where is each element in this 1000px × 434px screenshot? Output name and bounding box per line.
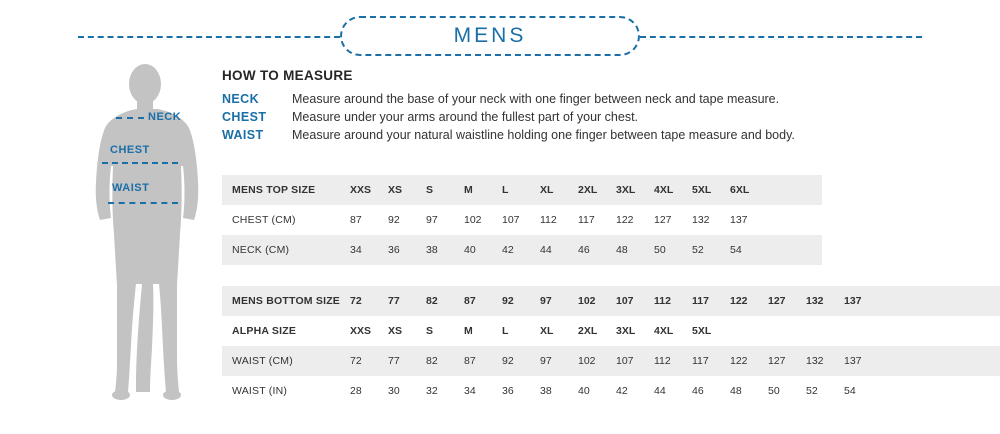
neck-cm-2: 38 <box>426 244 438 256</box>
top-size-9: 5XL <box>692 184 712 196</box>
figure-label-chest: CHEST <box>110 144 150 156</box>
bottom-size-4: 92 <box>502 295 514 307</box>
waist-in-2: 32 <box>426 385 438 397</box>
row-label-alpha-size: ALPHA SIZE <box>232 325 297 337</box>
waist-in-4: 36 <box>502 385 514 397</box>
header-dashed-line-right <box>640 36 922 38</box>
bottom-size-5: 97 <box>540 295 552 307</box>
neck-cm-1: 36 <box>388 244 400 256</box>
how-to-desc-waist: Measure around your natural waistline holding one finger between tape measure and body. <box>292 128 795 142</box>
neck-cm-10: 54 <box>730 244 742 256</box>
mens-bottom-size-table <box>222 286 1000 406</box>
alpha-size-6: 2XL <box>578 325 598 337</box>
figure-label-neck: NECK <box>148 111 182 123</box>
top-size-1: XS <box>388 184 403 196</box>
waist-cm-7: 107 <box>616 355 634 367</box>
how-to-desc-neck: Measure around the base of your neck with one finger between neck and tape measure. <box>292 92 780 106</box>
waist-in-5: 38 <box>540 385 552 397</box>
neck-cm-0: 34 <box>350 244 362 256</box>
how-to-term-chest: CHEST <box>222 110 267 124</box>
row-label-waist-cm: WAIST (CM) <box>232 355 293 367</box>
waist-cm-5: 97 <box>540 355 552 367</box>
table-row <box>222 346 1000 376</box>
table-row <box>222 205 822 235</box>
bottom-size-1: 77 <box>388 295 400 307</box>
chest-cm-5: 112 <box>540 214 557 226</box>
how-to-desc-chest: Measure under your arms around the fullest part of your chest. <box>292 110 639 124</box>
top-size-2: S <box>426 184 434 196</box>
bottom-table-header-label: MENS BOTTOM SIZE <box>232 295 341 307</box>
top-size-10: 6XL <box>730 184 750 196</box>
waist-in-12: 52 <box>806 385 818 397</box>
waist-in-6: 40 <box>578 385 590 397</box>
waist-cm-9: 117 <box>692 355 709 367</box>
header-dashed-line-left <box>78 36 340 38</box>
how-to-measure-title: HOW TO MEASURE <box>222 68 353 83</box>
neck-cm-9: 52 <box>692 244 704 256</box>
top-size-0: XXS <box>350 184 372 196</box>
how-to-measure-row-waist <box>222 128 922 142</box>
waist-cm-4: 92 <box>502 355 514 367</box>
bottom-size-6: 102 <box>578 295 596 307</box>
bottom-size-8: 112 <box>654 295 671 307</box>
chest-cm-4: 107 <box>502 214 520 226</box>
row-label-chest-cm: CHEST (CM) <box>232 214 296 226</box>
waist-cm-0: 72 <box>350 355 362 367</box>
chest-cm-1: 92 <box>388 214 400 226</box>
neck-cm-6: 46 <box>578 244 590 256</box>
figure-label-waist: WAIST <box>112 182 150 194</box>
waist-in-1: 30 <box>388 385 400 397</box>
bottom-size-12: 132 <box>806 295 824 307</box>
neck-cm-3: 40 <box>464 244 476 256</box>
alpha-size-8: 4XL <box>654 325 674 337</box>
neck-cm-7: 48 <box>616 244 628 256</box>
table-row <box>222 376 1000 406</box>
waist-in-7: 42 <box>616 385 628 397</box>
male-body-figure <box>80 62 210 402</box>
how-to-measure-row-chest <box>222 110 922 124</box>
table-header-label: MENS TOP SIZE <box>232 184 316 196</box>
how-to-measure-row-neck <box>222 92 922 106</box>
waist-cm-3: 87 <box>464 355 476 367</box>
table-header-row <box>222 175 822 205</box>
waist-in-10: 48 <box>730 385 742 397</box>
chest-cm-10: 137 <box>730 214 748 226</box>
how-to-measure-section <box>222 68 922 146</box>
mens-top-size-table <box>222 175 822 265</box>
top-size-6: 2XL <box>578 184 598 196</box>
bottom-size-9: 117 <box>692 295 709 307</box>
row-label-neck-cm: NECK (CM) <box>232 244 290 256</box>
table-header-row <box>222 286 1000 316</box>
how-to-term-neck: NECK <box>222 92 260 106</box>
top-size-4: L <box>502 184 509 196</box>
neck-cm-4: 42 <box>502 244 514 256</box>
chest-cm-0: 87 <box>350 214 362 226</box>
waist-cm-11: 127 <box>768 355 786 367</box>
waist-cm-6: 102 <box>578 355 596 367</box>
bottom-size-10: 122 <box>730 295 748 307</box>
waist-in-9: 46 <box>692 385 704 397</box>
bottom-size-13: 137 <box>844 295 862 307</box>
bottom-size-3: 87 <box>464 295 476 307</box>
waist-in-0: 28 <box>350 385 362 397</box>
waist-measure-dash <box>108 202 178 204</box>
alpha-size-7: 3XL <box>616 325 636 337</box>
chest-cm-6: 117 <box>578 214 595 226</box>
top-size-5: XL <box>540 184 554 196</box>
alpha-size-3: M <box>464 325 473 337</box>
top-size-8: 4XL <box>654 184 674 196</box>
alpha-size-5: XL <box>540 325 554 337</box>
bottom-size-0: 72 <box>350 295 362 307</box>
table-row <box>222 235 822 265</box>
waist-in-13: 54 <box>844 385 856 397</box>
chest-cm-7: 122 <box>616 214 634 226</box>
chest-measure-dash <box>102 162 178 164</box>
alpha-size-2: S <box>426 325 434 337</box>
body-silhouette-icon <box>80 62 210 402</box>
row-label-waist-in: WAIST (IN) <box>232 385 288 397</box>
page-title: MENS <box>453 24 527 47</box>
page-title-pill <box>340 16 640 56</box>
top-size-7: 3XL <box>616 184 636 196</box>
alpha-size-1: XS <box>388 325 403 337</box>
alpha-size-0: XXS <box>350 325 372 337</box>
chest-cm-2: 97 <box>426 214 438 226</box>
waist-in-8: 44 <box>654 385 666 397</box>
waist-in-3: 34 <box>464 385 476 397</box>
neck-cm-8: 50 <box>654 244 666 256</box>
waist-cm-1: 77 <box>388 355 400 367</box>
how-to-term-waist: WAIST <box>222 128 264 142</box>
page-header <box>0 8 1000 56</box>
bottom-size-11: 127 <box>768 295 786 307</box>
waist-cm-10: 122 <box>730 355 748 367</box>
alpha-size-9: 5XL <box>692 325 712 337</box>
neck-cm-5: 44 <box>540 244 552 256</box>
alpha-size-4: L <box>502 325 509 337</box>
table-row <box>222 316 1000 346</box>
waist-cm-13: 137 <box>844 355 862 367</box>
waist-cm-12: 132 <box>806 355 824 367</box>
chest-cm-8: 127 <box>654 214 672 226</box>
top-size-3: M <box>464 184 473 196</box>
waist-cm-2: 82 <box>426 355 438 367</box>
chest-cm-9: 132 <box>692 214 710 226</box>
chest-cm-3: 102 <box>464 214 482 226</box>
bottom-size-7: 107 <box>616 295 634 307</box>
neck-measure-dash <box>116 117 144 119</box>
bottom-size-2: 82 <box>426 295 438 307</box>
waist-cm-8: 112 <box>654 355 671 367</box>
waist-in-11: 50 <box>768 385 780 397</box>
